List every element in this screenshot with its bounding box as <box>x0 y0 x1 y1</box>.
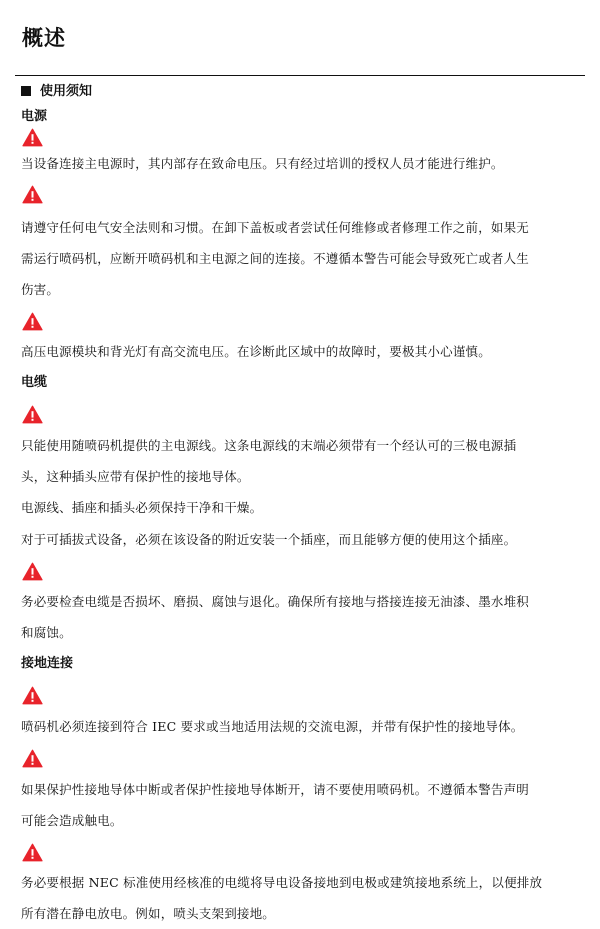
warning-triangle-icon <box>22 185 43 204</box>
paragraph-line: 电源线、插座和插头必须保持干净和干燥。 <box>21 500 263 515</box>
paragraph: 当设备连接主电源时，其内部存在致命电压。只有经过培训的授权人员才能进行维护。 <box>21 156 504 171</box>
heading-grounding: 接地连接 <box>21 656 74 671</box>
paragraph-line: 头，这种插头应带有保护性的接地导体。 <box>21 469 250 484</box>
paragraph: 高压电源模块和背光灯有高交流电压。在诊断此区域中的故障时，要极其小心谨慎。 <box>21 344 491 359</box>
paragraph-line: 如果保护性接地导体中断或者保护性接地导体断开，请不要使用喷码机。不遵循本警告声明 <box>21 782 530 797</box>
page-title: 概述 <box>22 26 66 50</box>
warning-triangle-icon <box>22 405 43 424</box>
heading-cable: 电缆 <box>21 375 48 390</box>
heading-power: 电源 <box>21 109 48 124</box>
black-square-icon <box>21 86 31 96</box>
paragraph-line: 对于可插拔式设备，必须在该设备的附近安装一个插座，而且能够方便的使用这个插座。 <box>21 532 517 547</box>
paragraph-line: 请遵守任何电气安全法则和习惯。在卸下盖板或者尝试任何维修或者修理工作之前，如果无 <box>21 220 530 235</box>
warning-triangle-icon <box>22 128 43 147</box>
title-divider <box>15 75 585 76</box>
paragraph-line: 所有潜在静电放电。例如，喷头支架到接地。 <box>21 906 276 921</box>
paragraph-line: 只能使用随喷码机提供的主电源线。这条电源线的末端必须带有一个经认可的三极电源插 <box>21 438 517 453</box>
warning-triangle-icon <box>22 686 43 705</box>
paragraph-line: 伤害。 <box>21 282 60 297</box>
warning-triangle-icon <box>22 562 43 581</box>
paragraph-line: 需运行喷码机，应断开喷码机和主电源之间的连接。不遵循本警告可能会导致死亡或者人生 <box>21 251 530 266</box>
section-heading <box>21 84 586 100</box>
paragraph-line: 务必要根据 NEC 标准使用经核准的电缆将导电设备接地到电极或建筑接地系统上，以便排放 <box>21 875 543 890</box>
paragraph-line: 务必要检查电缆是否损坏、磨损、腐蚀与退化。确保所有接地与搭接连接无油漆、墨水堆积 <box>21 594 530 609</box>
warning-triangle-icon <box>22 843 43 862</box>
paragraph: 喷码机必须连接到符合 IEC 要求或当地适用法规的交流电源，并带有保护性的接地导体。 <box>21 719 524 734</box>
warning-triangle-icon <box>22 312 43 331</box>
paragraph-line: 可能会造成触电。 <box>21 813 123 828</box>
section-label: 使用须知 <box>40 84 93 99</box>
warning-triangle-icon <box>22 749 43 768</box>
paragraph-line: 和腐蚀。 <box>21 625 72 640</box>
